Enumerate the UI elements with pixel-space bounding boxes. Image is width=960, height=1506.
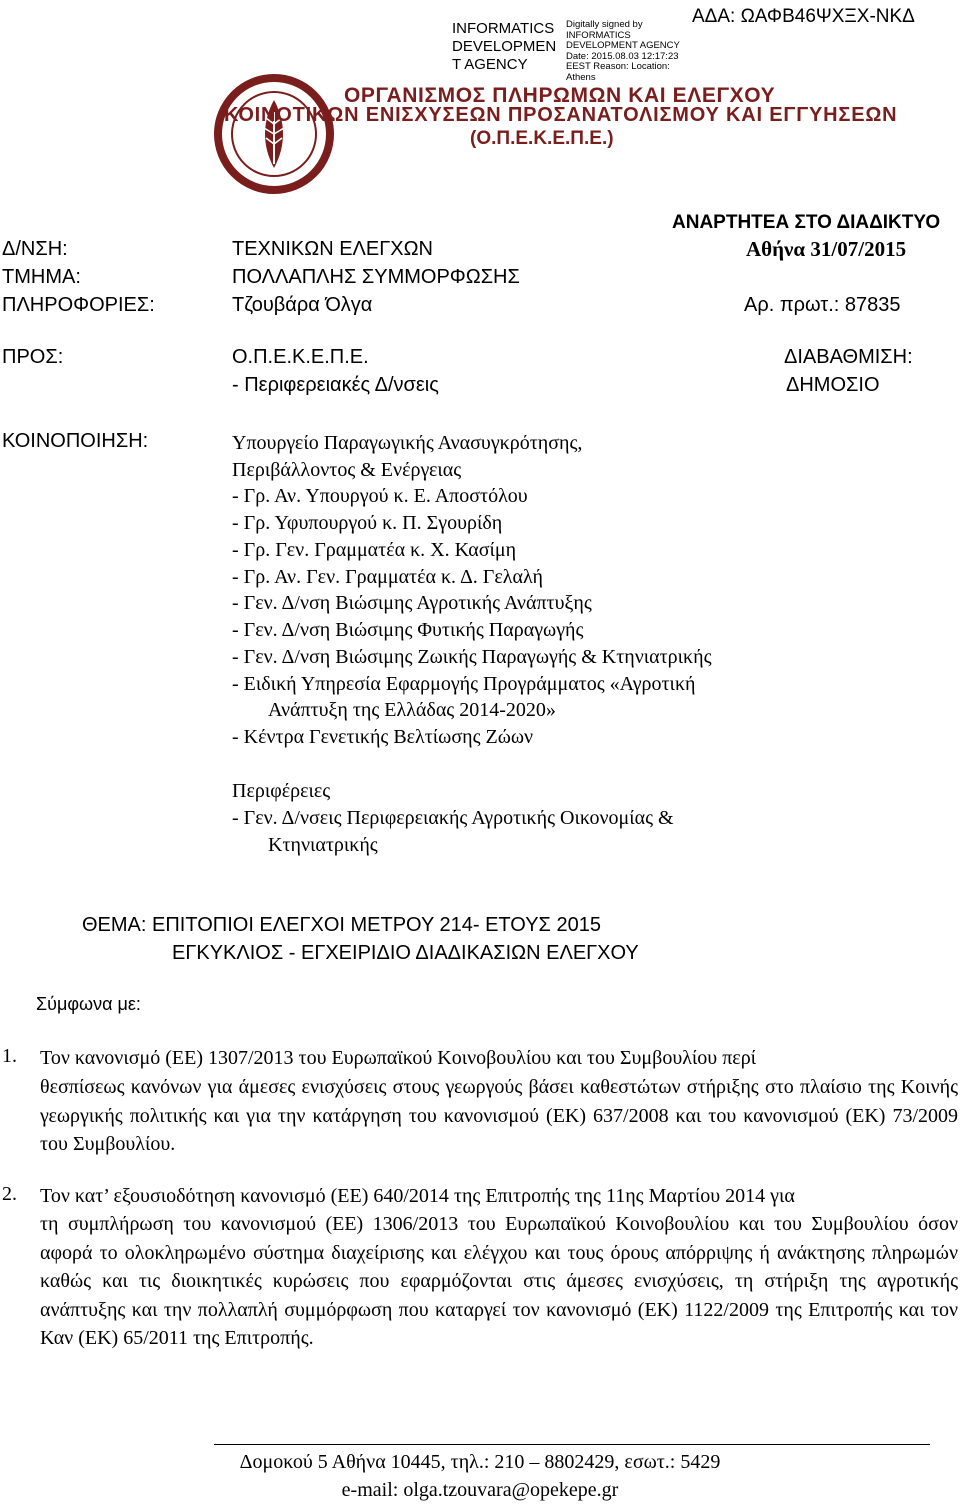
recipient-line: Υπουργείο Παραγωγικής Ανασυγκρότησης, [232, 432, 583, 454]
recipient-line: - Κέντρα Γενετικής Βελτίωσης Ζώων [232, 726, 534, 748]
recipient-line: - Γεν. Δ/νση Βιώσιμης Φυτικής Παραγωγής [232, 619, 584, 641]
paragraph-body: τη συμπλήρωση του κανονισμού (ΕΕ) 1306/2013 του Ευρωπαϊκού Κοινοβουλίου και του Συμβουλίου όσον αφορά το ολοκληρωμένο σύστημα διαχείρισης και ελέγχου και τους όρους απόρριψης ή ανάκτησης πληρωμών καθώς και τις διοικητικές κυρώσεις που εφαρμόζονται στις άμεσες ενισχύσεις, τη στήριξη της αγροτικής ανάπτυξης και την πολλαπλή συμμόρφωση που καταργεί τον κανονισμό (ΕΚ) 1122/2009 της Επιτροπής και τον Καν (ΕΚ) 65/2011 της Επιτροπής. [40, 1213, 958, 1349]
footer-divider [214, 1444, 930, 1445]
info-value: Τζουβάρα Όλγα [232, 294, 373, 316]
info-label: ΠΛΗΡΟΦΟΡΙΕΣ: [2, 294, 155, 316]
classification-label: ΔΙΑΒΑΘΜΙΣΗ: [784, 346, 913, 368]
recipient-line: - Ειδική Υπηρεσία Εφαρμογής Προγράμματος «Αγροτική [232, 673, 696, 695]
org-name-line-2: ΚΟΙΝΟΤΙΚΩΝ ΕΝΙΣΧΥΣΕΩΝ ΠΡΟΣΑΝΑΤΟΛΙΣΜΟΥ ΚΑΙ ΕΓΓΥΗΣΕΩΝ [224, 104, 898, 126]
according-to-label: Σύμφωνα με: [36, 994, 141, 1014]
recipient-line: - Γρ. Αν. Γεν. Γραμματέα κ. Δ. Γελαλή [232, 566, 543, 588]
recipient-line: - Γρ. Γεν. Γραμματέα κ. Χ. Κασίμη [232, 539, 517, 561]
recipient-line: Περιβάλλοντος & Ενέργειας [232, 459, 462, 481]
subject-line-1: ΘΕΜΑ: ΕΠΙΤΟΠΙΟΙ ΕΛΕΓΧΟΙ ΜΕΤΡΟΥ 214- ΕΤΟΥΣ 2015 [82, 914, 601, 936]
recipient-line: - Γρ. Υφυπουργού κ. Π. Σγουρίδη [232, 512, 503, 534]
protocol-number: Αρ. πρωτ.: 87835 [744, 294, 901, 316]
footer-email: e-mail: olga.tzouvara@opekepe.gr [341, 1479, 619, 1501]
regions-line: Κτηνιατρικής [268, 834, 378, 856]
recipient-line: Ανάπτυξη της Ελλάδας 2014-2020» [268, 699, 556, 721]
paragraph-body: θεσπίσεως κανόνων για άμεσες ενισχύσεις στους γεωργούς βάσει καθεστώτων στήριξης στο πλαίσιο της Κοινής γεωργικής πολιτικής και για την κατάργηση του κανονισμού (ΕΚ) 637/2008 και του κανονισμού (ΕΚ) 73/2009 του Συμβουλίου. [40, 1076, 958, 1155]
document-date: Αθήνα 31/07/2015 [746, 237, 907, 261]
pros-sub: - Περιφερειακές Δ/νσεις [232, 374, 439, 396]
digital-signature-org: INFORMATICS DEVELOPMEN T AGENCY [452, 20, 557, 73]
paragraph-number: 1. [2, 1045, 17, 1067]
tmima-label: ΤΜΗΜΑ: [2, 266, 81, 288]
recipient-line: - Γεν. Δ/νση Βιώσιμης Αγροτικής Ανάπτυξης [232, 592, 592, 614]
paragraph-number: 2. [2, 1183, 17, 1205]
org-name-line-3: (Ο.Π.Ε.Κ.Ε.Π.Ε.) [470, 128, 614, 149]
classification-value: ΔΗΜΟΣΙΟ [786, 374, 880, 396]
ada-code: ΑΔΑ: ΩΑΦΒ46ΨΧΞΧ-ΝΚΔ [692, 6, 915, 27]
footer-address: Δομοκού 5 Αθήνα 10445, τηλ.: 210 – 8802429, εσωτ.: 5429 [239, 1451, 721, 1473]
recipient-line: - Γεν. Δ/νση Βιώσιμης Ζωικής Παραγωγής & Κτηνιατρικής [232, 646, 712, 668]
recipient-line: - Γρ. Αν. Υπουργού κ. Ε. Αποστόλου [232, 485, 528, 507]
posting-notice: ΑΝΑΡΤΗΤΕΑ ΣΤΟ ΔΙΑΔΙΚΤΥΟ [672, 212, 941, 233]
tmima-value: ΠΟΛΛΑΠΛΗΣ ΣΥΜΜΟΡΦΩΣΗΣ [232, 266, 520, 288]
dnsi-value: ΤΕΧΝΙΚΩΝ ΕΛΕΓΧΩΝ [232, 238, 433, 260]
regions-line: - Γεν. Δ/νσεις Περιφερειακής Αγροτικής Οικονομίας & [232, 807, 674, 829]
opekepe-logo-icon [212, 72, 336, 196]
dnsi-label: Δ/ΝΣΗ: [2, 238, 68, 260]
koinopoiisi-label: ΚΟΙΝΟΠΟΙΗΣΗ: [2, 430, 149, 452]
paragraph-first-line: Τον κατ’ εξουσιοδότηση κανονισμό (ΕΕ) 640/2014 της Επιτροπής της 11ης Μαρτίου 2014 για [40, 1185, 795, 1207]
regions-title: Περιφέρειες [232, 780, 331, 802]
pros-label: ΠΡΟΣ: [2, 346, 64, 368]
subject-line-2: ΕΓΚΥΚΛΙΟΣ - ΕΓΧΕΙΡΙΔΙΟ ΔΙΑΔΙΚΑΣΙΩΝ ΕΛΕΓΧΟΥ [172, 942, 639, 964]
paragraph-first-line: Τον κανονισμό (ΕΕ) 1307/2013 του Ευρωπαϊκού Κοινοβουλίου και του Συμβουλίου περί [40, 1047, 757, 1069]
pros-value: Ο.Π.Ε.Κ.Ε.Π.Ε. [232, 346, 369, 368]
org-name-line-1: ΟΡΓΑΝΙΣΜΟΣ ΠΛΗΡΩΜΩΝ ΚΑΙ ΕΛΕΓΧΟΥ [344, 84, 776, 107]
digital-signature-details: Digitally signed by INFORMATICS DEVELOPMENT AGENCY Date: 2015.08.03 12:17:23 EEST Reason: Location: Athens [566, 19, 680, 83]
